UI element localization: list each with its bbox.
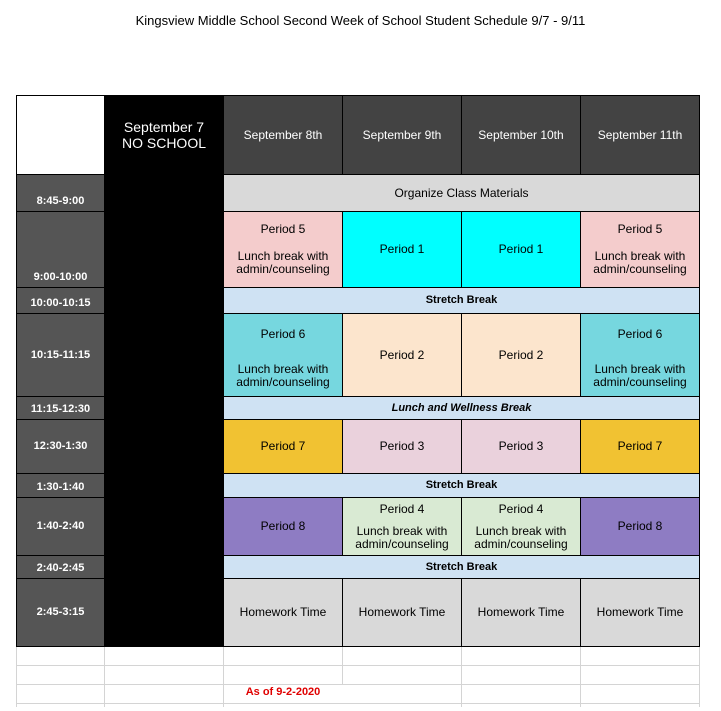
- lunch-note-line2: admin/counseling: [593, 262, 687, 276]
- no-school-column: [104, 95, 224, 647]
- lunch-note-line2: admin/counseling: [236, 262, 330, 276]
- period-5-cell: [223, 211, 343, 288]
- period-1-cell: Period 1: [342, 211, 462, 288]
- time-slot: 2:40-2:45: [16, 555, 105, 579]
- period-7-cell: Period 7: [223, 419, 343, 474]
- period-2-cell: Period 2: [342, 313, 462, 397]
- page-title: Kingsview Middle School Second Week of School Student Schedule 9/7 - 9/11: [135, 13, 586, 28]
- time-slot: 10:00-10:15: [16, 287, 105, 314]
- grid-line: [16, 684, 700, 685]
- corner-cell: [16, 95, 105, 175]
- header-sep7-note: NO SCHOOL: [121, 135, 206, 151]
- header-sep7-date: September 7: [123, 119, 205, 135]
- homework-time-cell: Homework Time: [580, 578, 700, 647]
- homework-time-cell: Homework Time: [223, 578, 343, 647]
- organize-materials-block: Organize Class Materials: [223, 174, 700, 212]
- lunch-note-line1: Lunch break with: [594, 249, 686, 263]
- grid-line: [342, 647, 343, 685]
- grid-line: [461, 647, 462, 707]
- period-label: Period 6: [260, 326, 306, 341]
- header-sep10: September 10th: [461, 95, 581, 175]
- lunch-note-line2: admin/counseling: [355, 536, 449, 551]
- stretch-break-block: Stretch Break: [223, 555, 700, 579]
- period-label: Period 5: [260, 222, 306, 236]
- stretch-break-block: Stretch Break: [223, 287, 700, 314]
- time-slot: 1:40-2:40: [16, 497, 105, 556]
- lunch-note-line1: Lunch break with: [356, 523, 448, 538]
- grid-line: [16, 703, 700, 704]
- period-4-cell: [342, 497, 462, 556]
- time-slot: 11:15-12:30: [16, 396, 105, 420]
- grid-line: [104, 647, 105, 707]
- grid-line: [699, 647, 700, 707]
- time-slot: 9:00-10:00: [16, 211, 105, 288]
- lunch-note-line1: Lunch break with: [237, 361, 329, 376]
- homework-time-cell: Homework Time: [342, 578, 462, 647]
- header-sep7: [104, 95, 224, 175]
- time-slot: 8:45-9:00: [16, 174, 105, 212]
- period-label: Period 6: [617, 326, 663, 341]
- time-slot: 10:15-11:15: [16, 313, 105, 397]
- period-label: Period 4: [498, 501, 544, 516]
- time-slot: 1:30-1:40: [16, 473, 105, 498]
- header-sep11: September 11th: [580, 95, 700, 175]
- grid-line: [16, 665, 700, 666]
- lunch-wellness-break-block: Lunch and Wellness Break: [223, 396, 700, 420]
- lunch-note-line2: admin/counseling: [593, 374, 687, 389]
- period-2-cell: Period 2: [461, 313, 581, 397]
- lunch-note-line2: admin/counseling: [236, 374, 330, 389]
- period-3-cell: Period 3: [342, 419, 462, 474]
- period-label: Period 5: [617, 222, 663, 236]
- lunch-note-line2: admin/counseling: [474, 536, 568, 551]
- homework-time-cell: Homework Time: [461, 578, 581, 647]
- grid-line: [580, 647, 581, 707]
- period-8-cell: Period 8: [223, 497, 343, 556]
- lunch-note-line1: Lunch break with: [594, 361, 686, 376]
- period-5-cell: [580, 211, 700, 288]
- period-6-cell: [580, 313, 700, 397]
- period-label: Period 4: [379, 501, 425, 516]
- lunch-note-line1: Lunch break with: [237, 249, 329, 263]
- period-8-cell: Period 8: [580, 497, 700, 556]
- grid-line: [223, 647, 224, 707]
- header-sep9: September 9th: [342, 95, 462, 175]
- grid-line: [16, 647, 17, 707]
- period-1-cell: Period 1: [461, 211, 581, 288]
- stretch-break-block: Stretch Break: [223, 473, 700, 498]
- period-4-cell: [461, 497, 581, 556]
- as-of-date: As of 9-2-2020: [245, 686, 321, 698]
- time-slot: 2:45-3:15: [16, 578, 105, 647]
- period-3-cell: Period 3: [461, 419, 581, 474]
- period-7-cell: Period 7: [580, 419, 700, 474]
- period-6-cell: [223, 313, 343, 397]
- time-slot: 12:30-1:30: [16, 419, 105, 474]
- lunch-note-line1: Lunch break with: [475, 523, 567, 538]
- header-sep8: September 8th: [223, 95, 343, 175]
